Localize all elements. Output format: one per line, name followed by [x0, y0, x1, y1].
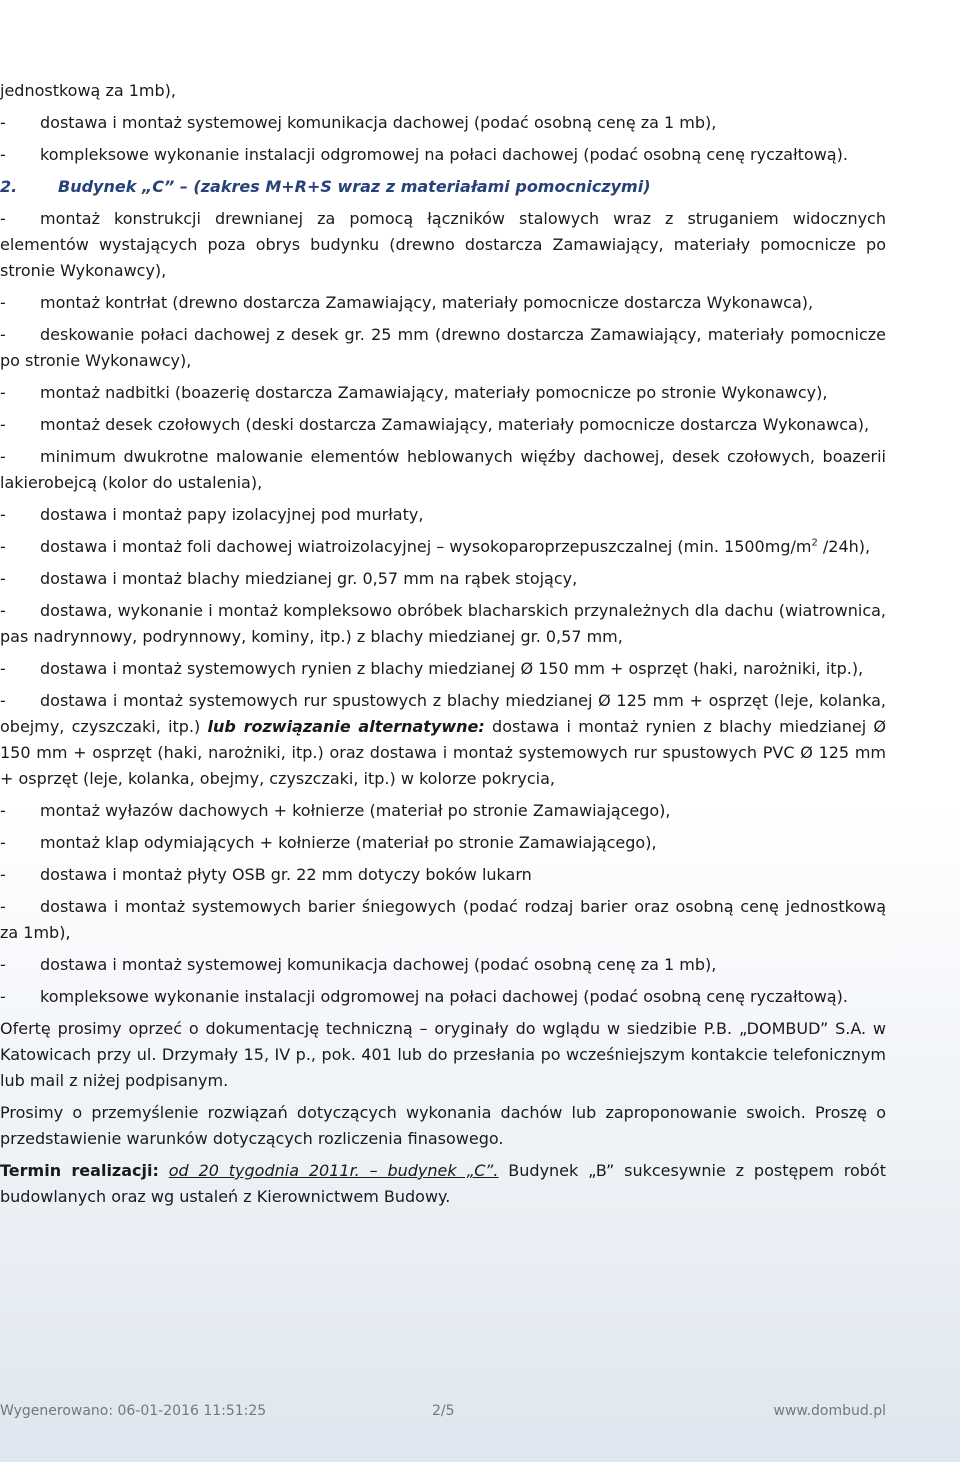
- list-item: - montaż desek czołowych (deski dostarcza Zamawiający, materiały pomocnicze dostarcza Wykonawca),: [0, 415, 870, 434]
- list-item: - montaż klap odymiających + kołnierze (materiał po stronie Zamawiającego),: [0, 833, 657, 852]
- deadline-link[interactable]: od 20 tygodnia 2011r. – budynek „C”.: [168, 1161, 499, 1180]
- offer-paragraph: Ofertę prosimy oprzeć o dokumentację techniczną – oryginały do wglądu w siedzibie P.B. „DOMBUD” S.A. w Katowicach przy ul. Drzymały 15, IV p., pok. 401 lub do przesłania po wcześniejszym kontakcie telefonicznym lub mail z niżej podpisanym.: [0, 1019, 886, 1090]
- list-item: - dostawa i montaż systemowych rynien z blachy miedzianej Ø 150 mm + osprzęt (haki, narożniki, itp.),: [0, 659, 864, 678]
- list-item: - dostawa i montaż blachy miedzianej gr. 0,57 mm na rąbek stojący,: [0, 569, 578, 588]
- deadline-paragraph: Termin realizacji: od 20 tygodnia 2011r. – budynek „C”. Budynek „B” sukcesywnie z postępem robót budowlanych oraz wg ustaleń z Kierownictwem Budowy.: [0, 1161, 886, 1206]
- list-item: - montaż nadbitki (boazerię dostarcza Zamawiający, materiały pomocnicze po stronie Wykonawcy),: [0, 383, 828, 402]
- list-item: - dostawa, wykonanie i montaż kompleksowo obróbek blacharskich przynależnych dla dachu (wiatrownica, pas nadrynnowy, podrynnowy, kominy, itp.) z blachy miedzianej gr. 0,57 mm,: [0, 601, 886, 646]
- list-item: - dostawa i montaż foli dachowej wiatroizolacyjnej – wysokoparoprzepuszczalnej (min. $1500mg/m^2$ /24h),: [0, 537, 871, 556]
- list-item: - kompleksowe wykonanie instalacji odgromowej na połaci dachowej (podać osobną cenę ryczałtową).: [0, 145, 848, 164]
- deadline-label: Termin realizacji:: [0, 1161, 159, 1180]
- list-item: - montaż wyłazów dachowych + kołnierze (materiał po stronie Zamawiającego),: [0, 801, 671, 820]
- generated-timestamp: Wygenerowano: 06-01-2016 11:51:25: [0, 1403, 267, 1419]
- list-item: - dostawa i montaż płyty OSB gr. 22 mm dotyczy boków lukarn: [0, 865, 532, 884]
- list-item: - dostawa i montaż systemowych barier śniegowych (podać rodzaj barier oraz osobną cenę jednostkową za 1mb),: [0, 897, 886, 942]
- continuation-line: jednostkową za 1mb),: [0, 81, 176, 100]
- document-body: [0, 78, 886, 1216]
- list-item: - kompleksowe wykonanie instalacji odgromowej na połaci dachowej (podać osobną cenę ryczałtową).: [0, 987, 848, 1006]
- list-item: - deskowanie połaci dachowej z desek gr. 25 mm (drewno dostarcza Zamawiający, materiały pomocnicze po stronie Wykonawcy),: [0, 325, 886, 370]
- list-item: - dostawa i montaż systemowej komunikacja dachowej (podać osobną cenę za 1 mb),: [0, 113, 717, 132]
- section-heading: 2. Budynek „C” – (zakres M+R+S wraz z materiałami pomocniczymi): [0, 177, 651, 196]
- request-paragraph: Prosimy o przemyślenie rozwiązań dotyczących wykonania dachów lub zaproponowanie swoich. Proszę o przedstawienie warunków dotyczących rozliczenia finasowego.: [0, 1103, 886, 1148]
- list-item: - montaż konstrukcji drewnianej za pomocą łączników stalowych wraz z struganiem widocznych elementów wystających poza obrys budynku (drewno dostarcza Zamawiający, materiały pomocnicze po stronie Wykonawcy),: [0, 209, 886, 280]
- alternative-label: lub rozwiązanie alternatywne:: [207, 717, 485, 736]
- list-item: - minimum dwukrotne malowanie elementów heblowanych więźby dachowej, desek czołowych, boazerii lakierobejcą (kolor do ustalenia),: [0, 447, 886, 492]
- website-link[interactable]: www.dombud.pl: [773, 1403, 886, 1419]
- list-item: - montaż kontrłat (drewno dostarcza Zamawiający, materiały pomocnicze dostarcza Wykonawca),: [0, 293, 814, 312]
- list-item: - dostawa i montaż papy izolacyjnej pod murłaty,: [0, 505, 424, 524]
- list-item: - dostawa i montaż systemowych rur spustowych z blachy miedzianej Ø 125 mm + osprzęt (leje, kolanka, obejmy, czyszczaki, itp.) lub rozwiązanie alternatywne: dostawa i montaż rynien z blachy miedzianej Ø 150 mm + osprzęt (haki, narożniki, itp.) oraz dostawa i montaż systemowych rur spustowych PVC Ø 125 mm + osprzęt (leje, kolanka, obejmy, czyszczaki, itp.) w kolorze pokrycia,: [0, 691, 887, 788]
- page-number: 2/5: [432, 1403, 455, 1419]
- list-item: - dostawa i montaż systemowej komunikacja dachowej (podać osobną cenę za 1 mb),: [0, 955, 717, 974]
